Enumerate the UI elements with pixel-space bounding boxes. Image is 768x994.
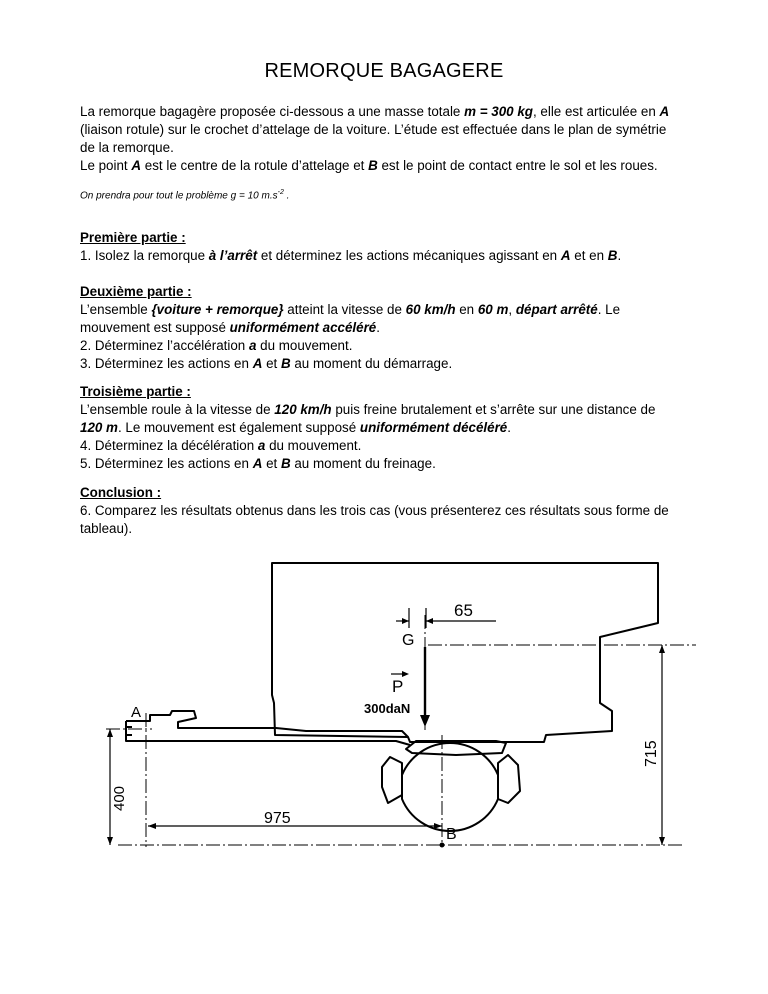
dim-400-label: 400 [111,785,128,811]
distance-value: 60 m [477,302,509,317]
arrowhead [659,837,665,845]
dim-975-label: 975 [264,810,291,827]
intro-paragraph-2 [80,157,680,175]
point-B-label: B [446,826,457,843]
point-b-label: B [607,248,618,263]
text-run: . [507,420,511,435]
part-1 [80,229,680,265]
question-3 [80,355,680,373]
gravity-note [80,184,680,205]
question-1 [80,247,680,265]
question-6: 6. Comparez les résultats obtenus dans les trois cas (vous présenterez ces résultats sous forme de tableau). [80,503,669,536]
text-run: . [617,248,622,263]
arrowhead [148,823,156,829]
text-run: et [262,456,281,471]
point-a-label: A [659,104,670,119]
point-b-label: B [280,456,291,471]
text-run: 3. Déterminez les actions en [80,356,253,371]
wheel [402,743,498,831]
text-run: puis freine brutalement et s’arrête sur une distance de [331,402,656,417]
text-run: atteint la vitesse de [283,302,406,317]
arrowhead [426,618,433,624]
emphasis: uniformément accéléré [229,320,377,335]
text-run: du mouvement. [265,438,362,453]
text-run: est le centre de la rotule d’attelage et [141,158,369,173]
arrowhead [402,618,409,624]
conclusion [80,484,680,538]
mudguard-right [498,755,520,803]
point-a-label: A [252,456,263,471]
dim-715-label: 715 [643,740,660,767]
intro-paragraph-1 [80,103,680,157]
text-run: La remorque bagagère proposée ci-dessous a une masse totale [80,104,465,119]
question-5 [80,455,680,473]
arrowhead [107,837,113,845]
point-b-label: B [368,158,378,173]
text-run: (liaison rotule) sur le crochet d’attelage de la voiture. L’étude est effectuée dans le plan de symétrie de la remorque. [80,122,667,155]
text-run: en [455,302,478,317]
text-run: 2. Déterminez l’accélération [80,338,249,353]
point-b-label: B [280,356,291,371]
mass-value: m = 300 kg [464,104,533,119]
arrowhead [434,823,442,829]
point-G-label: G [402,632,415,649]
section-title: Deuxième partie : [80,284,192,299]
text-run: On prendra pour tout le problème g = 10 m.s [80,190,278,202]
point-a-label: A [131,158,142,173]
text-run: , elle est articulée en [532,104,660,119]
text-run: . [376,320,380,335]
trailer-body-outline [272,563,658,742]
point-a-label: A [560,248,571,263]
contact-point-B [440,843,445,848]
acceleration-symbol: a [257,438,266,453]
emphasis: à l’arrêt [208,248,258,263]
exponent: -2 [277,189,284,196]
section-title: Conclusion : [80,485,162,500]
drawbar-lower [126,721,410,745]
point-a-label: A [252,356,263,371]
question-2 [80,337,680,355]
text-run: est le point de contact entre le sol et les roues. [377,158,658,173]
section-title: Première partie : [80,230,186,245]
force-arrowhead [420,715,430,727]
acceleration-symbol: a [248,338,257,353]
part-2 [80,283,680,373]
text-run: du mouvement. [256,338,353,353]
text-run: et [262,356,281,371]
part-3-statement [80,401,680,437]
text-run: au moment du freinage. [290,456,436,471]
emphasis: départ arrêté [515,302,598,317]
emphasis: {voiture + remorque} [151,302,284,317]
arrowhead [659,645,665,653]
text-run: au moment du démarrage. [290,356,453,371]
text-run: . [283,190,290,202]
text-run: , [508,302,516,317]
part-3 [80,383,680,473]
page-title: REMORQUE BAGAGERE [264,60,504,82]
intro-block [80,103,680,205]
text-run: 4. Déterminez la décélération [80,438,258,453]
text-run: et en [570,248,608,263]
trailer-diagram-svg [96,555,696,855]
speed-value: 120 km/h [274,402,332,417]
mudguard-left [382,757,402,803]
text-run: et déterminez les actions mécaniques agissant en [257,248,561,263]
point-A-label: A [131,704,142,721]
text-run: . Le mouvement est supposé [80,302,621,335]
emphasis: uniformément décéléré [359,420,508,435]
text-run: Le point [80,158,132,173]
text-run: 5. Déterminez les actions en [80,456,253,471]
distance-value: 120 m [80,420,118,435]
question-4 [80,437,680,455]
force-value-label: 300daN [364,701,411,716]
dim-65-label: 65 [454,601,473,620]
section-title: Troisième partie : [80,384,191,399]
part-2-statement [80,301,680,337]
arrowhead [107,729,113,737]
speed-value: 60 km/h [405,302,456,317]
force-P-label: P [392,677,404,696]
text-run: 1. Isolez la remorque [80,248,209,263]
text-run: . Le mouvement est également supposé [117,420,360,435]
text-run: L’ensemble [80,302,152,317]
trailer-drawing [96,555,696,860]
text-run: L’ensemble roule à la vitesse de [80,402,275,417]
